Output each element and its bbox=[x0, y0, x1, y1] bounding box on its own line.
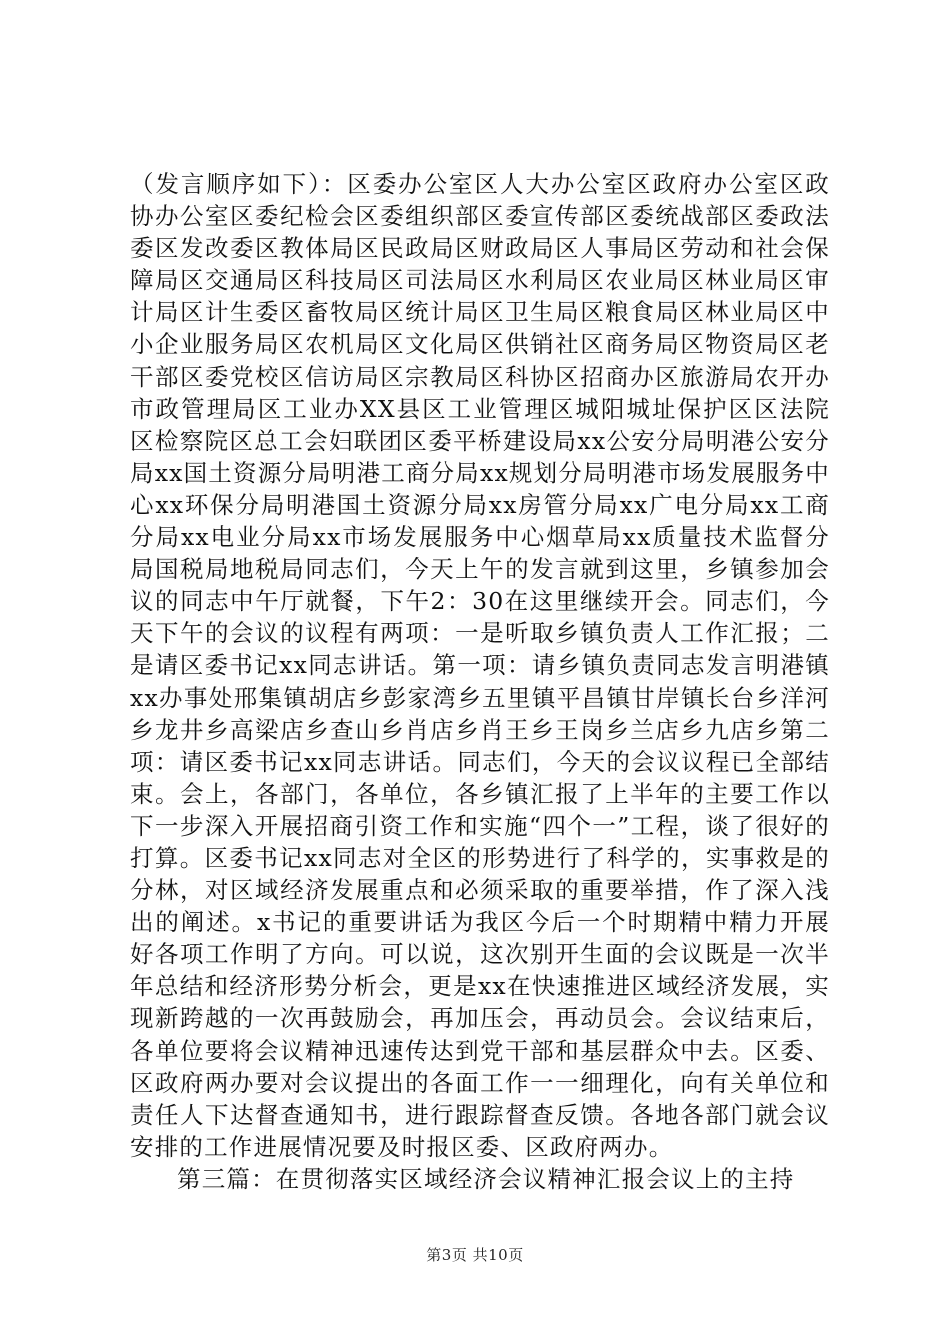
document-body bbox=[130, 168, 830, 1195]
body-paragraph: （发言顺序如下）：区委办公室区人大办公室区政府办公室区政协办公室区委纪检会区委组织部区委宣传部区委统战部区委政法委区发改委区教体局区民政局区财政局区人事局区劳动和社会保障局区交通局区科技局区司法局区水利局区农业局区林业局区审计局区计生委区畜牧局区统计局区卫生局区粮食局区林业局区中小企业服务局区农机局区文化局区供销社区商务局区物资局区老干部区委党校区信访局区宗教局区科协区招商办区旅游局农开办市政管理局区工业办XX县区工业管理区城阳城址保护区区法院区检察院区总工会妇联团区委平桥建设局xx公安分局明港公安分局xx国土资源分局明港工商分局xx规划分局明港市场发展服务中心xx环保分局明港国土资源分局xx房管分局xx广电分局xx工商分局xx电业分局xx市场发展服务中心烟草局xx质量技术监督分局国税局地税局同志们，今天上午的发言就到这里，乡镇参加会议的同志中午厅就餐，下午2：30在这里继续开会。同志们，今天下午的会议的议程有两项：一是听取乡镇负责人工作汇报；二是请区委书记xx同志讲话。第一项：请乡镇负责同志发言明港镇xx办事处邢集镇胡店乡彭家湾乡五里镇平昌镇甘岸镇长台乡洋河乡龙井乡高梁店乡查山乡肖店乡肖王乡王岗乡兰店乡九店乡第二项：请区委书记xx同志讲话。同志们，今天的会议议程已全部结束。会上，各部门，各单位，各乡镇汇报了上半年的主要工作以下一步深入开展招商引资工作和实施“四个一”工程，谈了很好的打算。区委书记xx同志对全区的形势进行了科学的，实事救是的分林，对区域经济发展重点和必须采取的重要举措，作了深入浅出的阐述。x书记的重要讲话为我区今后一个时期精中精力开展好各项工作明了方向。可以说，这次别开生面的会议既是一次半年总结和经济形势分析会，更是xx在快速推进区域经济发展，实现新跨越的一次再鼓励会，再加压会，再动员会。会议结束后，各单位要将会议精神迅速传达到党干部和基层群众中去。区委、区政府两办要对会议提出的各面工作一一细理化，向有关单位和责任人下达督查通知书，进行跟踪督查反馈。各地各部门就会议安排的工作进展情况要及时报区委、区政府两办。 bbox=[130, 170, 831, 1161]
section-heading-paragraph: 第三篇：在贯彻落实区域经济会议精神汇报会议上的主持 bbox=[177, 1164, 795, 1193]
page-number-footer: 第3页 共10页 bbox=[426, 1246, 524, 1264]
